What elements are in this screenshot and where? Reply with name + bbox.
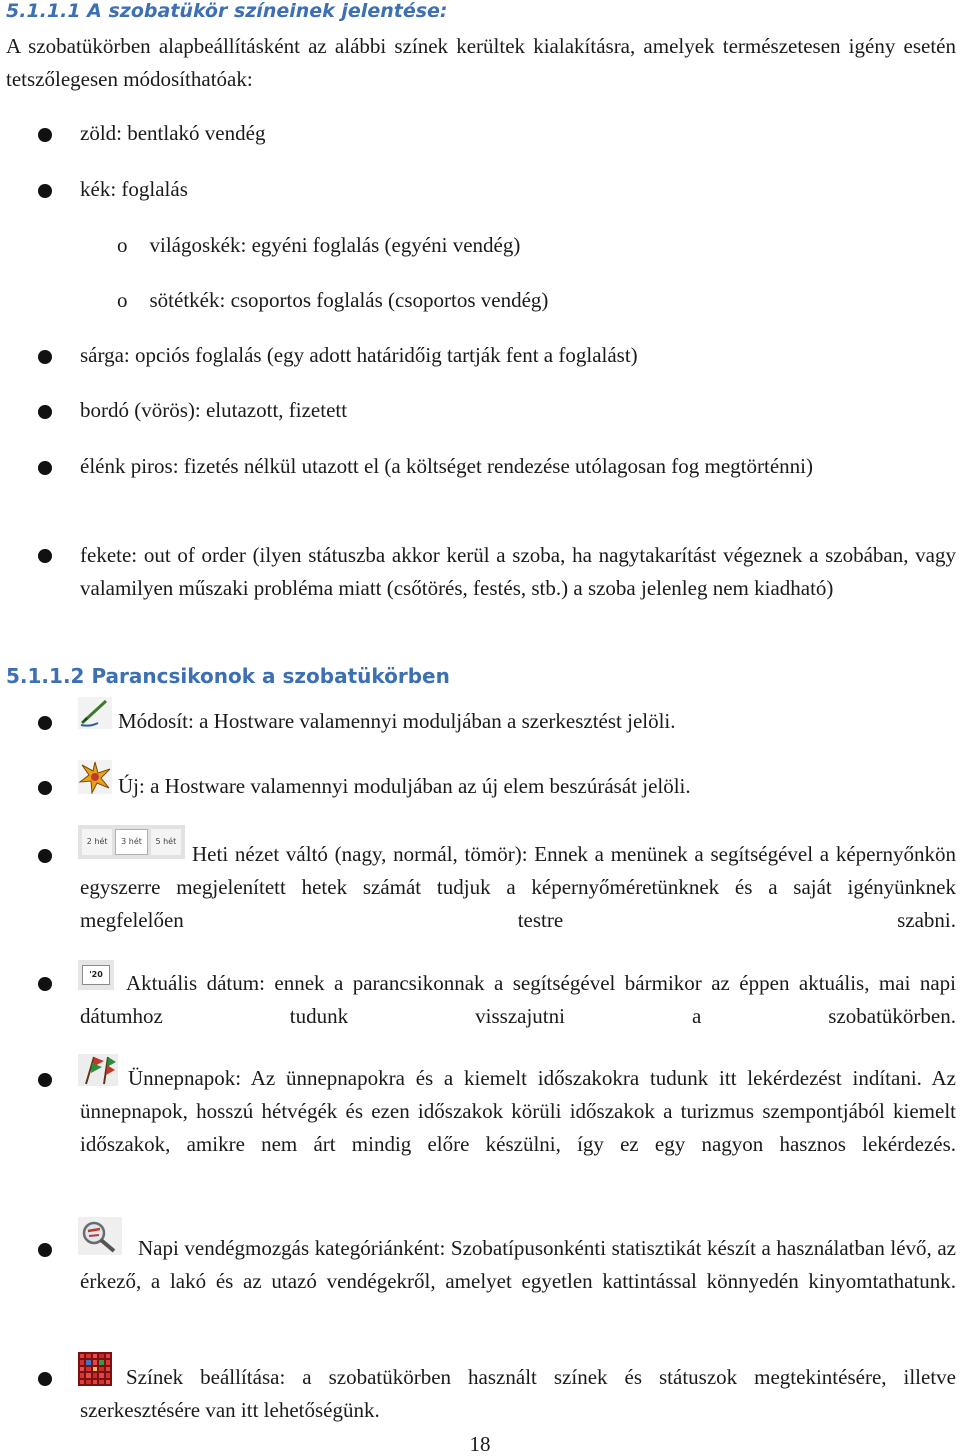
sub-list-item-light-blue: o világoskék: egyéni foglalás (egyéni vendég): [117, 233, 521, 257]
week-label-2: 2 hét: [82, 829, 112, 855]
color-item-bright-red: élénk piros: fizetés nélkül utazott el (a költséget rendezése utólagosan fog megtörténni): [80, 454, 813, 478]
bullet-dot: [38, 977, 52, 991]
bullet-dot: [38, 350, 52, 364]
section-heading-5-1-1-2: 5.1.1.2 Parancsikonok a szobatükörben: [6, 664, 450, 688]
command-edit-text: Módosít: a Hostware valamennyi moduljában a szerkesztést jelöli.: [118, 709, 676, 733]
command-new-text: Új: a Hostware valamennyi moduljában az új elem beszúrását jelöli.: [118, 774, 691, 798]
bullet-dot: [38, 128, 52, 142]
color-item-black: fekete: out of order (ilyen státuszba akkor kerül a szoba, ha nagytakarítást végeznek a szobában, vagy valamilyen műszaki probléma miatt (csőtörés, festés, stb.) a szoba jelenleg nem kiadható): [80, 543, 956, 600]
command-guest-movement-text: Napi vendégmozgás kategóriánként: Szobatípusonkénti statisztikát készít a használatban lévő, az érkező, a lakó és az utazó vendégekről, amelyet egyetlen kattintással könnyedén kinyomtathatunk.: [80, 1236, 956, 1293]
color-item-green: zöld: bentlakó vendég: [80, 121, 266, 145]
bullet-dot: [38, 716, 52, 730]
command-week-view-text: Heti nézet váltó (nagy, normál, tömör): Ennek a menünek a segítségével a képernyőnkön egyszerre megjelenített hetek számát tudjuk a képernyőméretünknek és a saját igényünknek megfelelően testre szabni.: [80, 842, 956, 932]
week-label-5: 5 hét: [151, 829, 181, 855]
sub-list-item-dark-blue: o sötétkék: csoportos foglalás (csoportos vendég): [117, 288, 549, 312]
color-item-yellow: sárga: opciós foglalás (egy adott határidőig tartják fent a foglalást): [80, 343, 638, 367]
sub-bullet-marker: o: [117, 233, 128, 257]
page-number: 18: [469, 1432, 491, 1456]
bullet-dot: [38, 849, 52, 863]
bullet-dot: [38, 405, 52, 419]
section-heading-5-1-1-1: 5.1.1.1 A szobatükör színeinek jelentése:: [6, 0, 448, 22]
color-item-blue: kék: foglalás: [80, 177, 188, 201]
command-holidays-text: Ünnepnapok: Az ünnepnapokra és a kiemelt időszakokra tudunk itt lekérdezést indítani. Az ünnepnapok, hosszú hétvégék és ezen időszakok körüli időszakok a turizmus szempontjából kiemelt időszakok, amikre nem árt mindig előre készülni, így ez egy nagyon hasznos lekérdezés.: [80, 1066, 956, 1156]
bullet-dot: [38, 1073, 52, 1087]
bullet-dot: [38, 461, 52, 475]
command-current-date-text: Aktuális dátum: ennek a parancsikonnak a segítségével bármikor az éppen aktuális, mai napi dátumhoz tudunk visszajutni a szobatükörben.: [80, 971, 956, 1028]
intro-paragraph: A szobatükörben alapbeállításként az alábbi színek kerültek kialakításra, amelyek természetesen igény esetén tetszőlegesen módosíthatóak:: [6, 34, 956, 91]
bullet-dot: [38, 781, 52, 795]
color-item-bordo: bordó (vörös): elutazott, fizetett: [80, 398, 348, 422]
date-icon-label: '20: [82, 965, 110, 985]
week-label-3: 3 hét: [115, 829, 147, 855]
bullet-dot: [38, 549, 52, 563]
bullet-dot: [38, 184, 52, 198]
sub-bullet-marker: o: [117, 288, 128, 312]
bullet-dot: [38, 1372, 52, 1386]
bullet-dot: [38, 1243, 52, 1257]
command-colors-text: Színek beállítása: a szobatükörben használt színek és státuszok megtekintésére, illetve szerkesztésére van itt lehetőségünk.: [80, 1365, 956, 1422]
